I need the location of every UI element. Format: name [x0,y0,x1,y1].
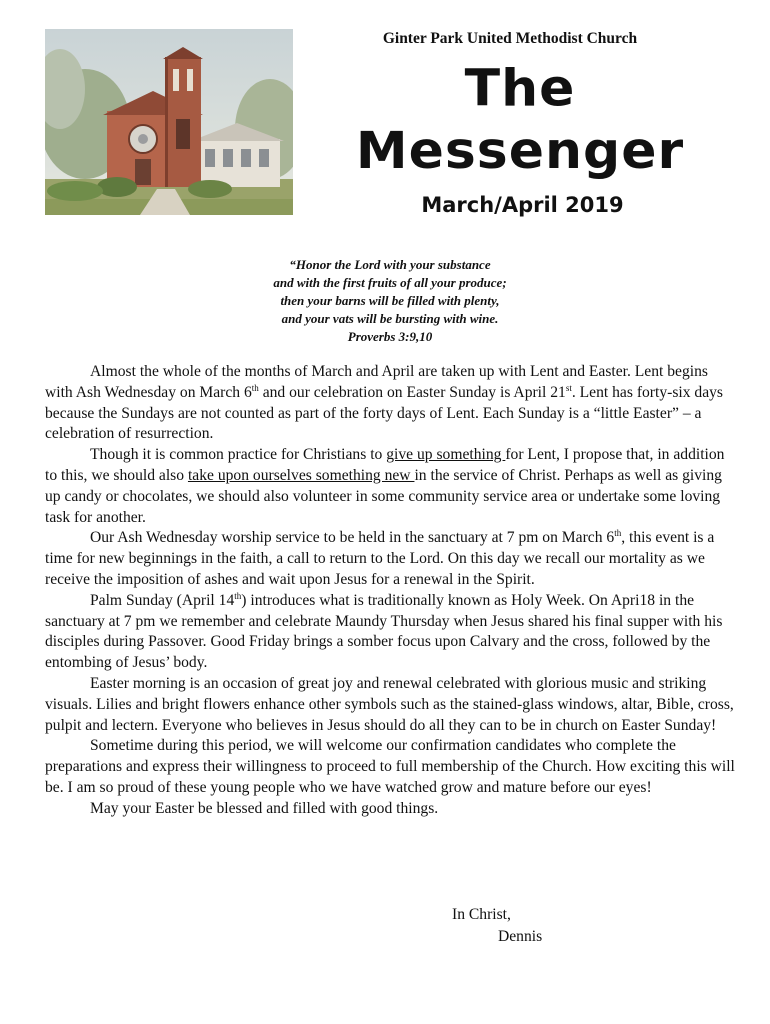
scripture-verse [230,256,550,346]
verse-line: and your vats will be bursting with wine. [281,311,499,326]
issue-date: March/April 2019 [421,193,624,217]
verse-reference: Proverbs 3:9,10 [347,329,433,344]
verse-line: “Honor the Lord with your substance [289,257,491,272]
verse-line: and with the first fruits of all your produce; [273,275,507,290]
title-line-1: The [464,59,576,119]
title-line-2: Messenger [355,121,685,181]
church-painting-icon [45,29,293,215]
paragraph-ash-wednesday: Our Ash Wednesday worship service to be held in the sanctuary at 7 pm on March 6th, this event is a time for new beginnings in the faith, a call to return to the Lord. On this day we recall our mortality as we receive the imposition of ashes and wait upon Jesus for a renewal in the Spirit. [45,528,715,588]
paragraph-holy-week: Palm Sunday (April 14th) introduces what is traditionally known as Holy Week. On Apri18 in the sanctuary at 7 pm we remember and celebrate Maundy Thursday when Jesus shared his final supper with his disciples during Passover. Good Friday brings a somber focus upon Calvary and the cross, followed by the entombing of Jesus’ body. [45,590,723,672]
verse-line: then your barns will be filled with plenty, [280,293,500,308]
newsletter-title [335,57,705,182]
article-body [45,362,735,820]
sign-off: In Christ, [452,906,511,923]
paragraph-confirmation: Sometime during this period, we will welcome our confirmation candidates who complete the preparations and express their willingness to proceed to full membership of the Church. How exciting this will be. I am so proud of these young people who we have watched grow and mature before our eyes! [45,737,735,796]
church-name: Ginter Park United Methodist Church [382,30,638,47]
paragraph-give-up: Though it is common practice for Christians to give up something for Lent, I propose that, in addition to this, we should also take upon ourselves something new in the service of Christ. Perhaps as well as giving up candy or chocolates, we should also volunteer in some community service area or undertake some loving task for another. [45,446,725,526]
paragraph-easter: Easter morning is an occasion of great joy and renewal celebrated with glorious music and striking visuals. Lilies and bright flowers enhance other symbols such as the stained-glass windows, altar, Bible, cross, pulpit and lectern. Everyone who believes in Jesus should do all they can to be in church on Easter Sunday! [45,674,734,734]
closing-signature [452,904,542,948]
signer-name: Dennis [498,928,543,945]
paragraph-blessing: May your Easter be blessed and filled with good things. [90,799,439,817]
paragraph-lent: Almost the whole of the months of March and April are taken up with Lent and Easter. Lent begins with Ash Wednesday on March 6th and our celebration on Easter Sunday is April 21st. Lent has forty-six days because the Sundays are not counted as part of the forty days of Lent. Each Sunday is a “little Easter” – a celebration of resurrection. [45,363,723,443]
